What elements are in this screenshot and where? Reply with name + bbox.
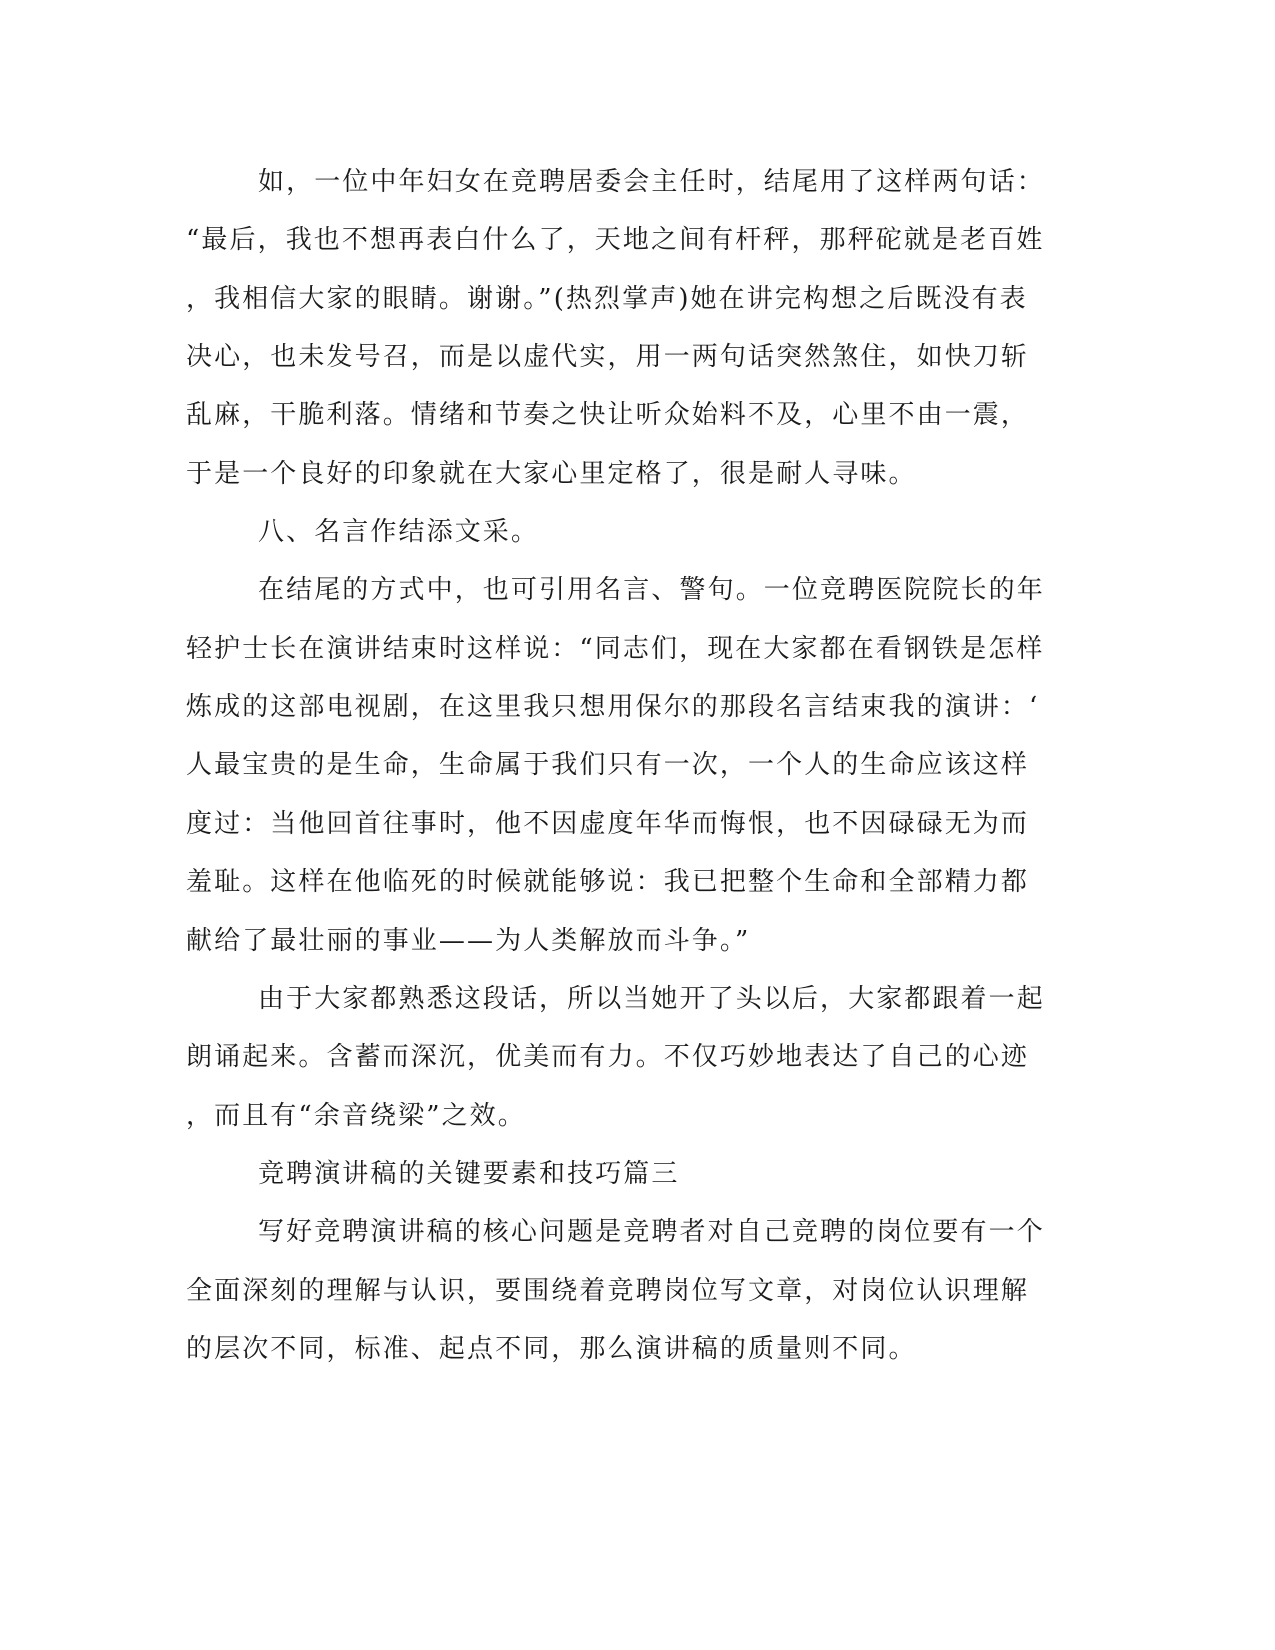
paragraph-line: 度过：当他回首往事时，他不因虚度年华而悔恨，也不因碌碌无为而 [186,809,1030,839]
paragraph-line: 在结尾的方式中，也可引用名言、警句。一位竞聘医院院长的年 [258,575,1045,605]
section-heading: 八、名言作结添文采。 [258,517,540,547]
paragraph-line: 轻护士长在演讲结束时这样说：“同志们，现在大家都在看钢铁是怎样 [186,634,1045,664]
paragraph-line: 写好竞聘演讲稿的核心问题是竞聘者对自己竞聘的岗位要有一个 [258,1217,1045,1247]
paragraph-line: 乱麻，干脆利落。情绪和节奏之快让听众始料不及，心里不由一震， [186,400,1030,430]
paragraph-line: 于是一个良好的印象就在大家心里定格了，很是耐人寻味。 [186,459,917,489]
paragraph-line: 炼成的这部电视剧，在这里我只想用保尔的那段名言结束我的演讲：‘ [186,692,1040,722]
paragraph-line: 的层次不同，标准、起点不同，那么演讲稿的质量则不同。 [186,1334,917,1364]
paragraph-line: “最后，我也不想再表白什么了，天地之间有杆秤，那秤砣就是老百姓 [186,225,1045,255]
paragraph-line: 献给了最壮丽的事业——为人类解放而斗争。” [186,926,751,956]
paragraph-line: 由于大家都熟悉这段话，所以当她开了头以后，大家都跟着一起 [258,984,1045,1014]
paragraph-line: ，我相信大家的眼睛。谢谢。”(热烈掌声)她在讲完构想之后既没有表 [186,284,1028,314]
paragraph-line: 人最宝贵的是生命，生命属于我们只有一次，一个人的生命应该这样 [186,750,1030,780]
paragraph-line: 全面深刻的理解与认识，要围绕着竞聘岗位写文章，对岗位认识理解 [186,1276,1030,1306]
paragraph-line: ，而且有“余音绕梁”之效。 [186,1101,526,1131]
section-title: 竞聘演讲稿的关键要素和技巧篇三 [258,1159,680,1189]
paragraph-line: 羞耻。这样在他临死的时候就能够说：我已把整个生命和全部精力都 [186,867,1030,897]
paragraph-line: 如，一位中年妇女在竞聘居委会主任时，结尾用了这样两句话： [258,167,1045,197]
paragraph-line: 朗诵起来。含蓄而深沉，优美而有力。不仅巧妙地表达了自己的心迹 [186,1042,1030,1072]
paragraph-line: 决心，也未发号召，而是以虚代实，用一两句话突然煞住，如快刀斩 [186,342,1030,372]
